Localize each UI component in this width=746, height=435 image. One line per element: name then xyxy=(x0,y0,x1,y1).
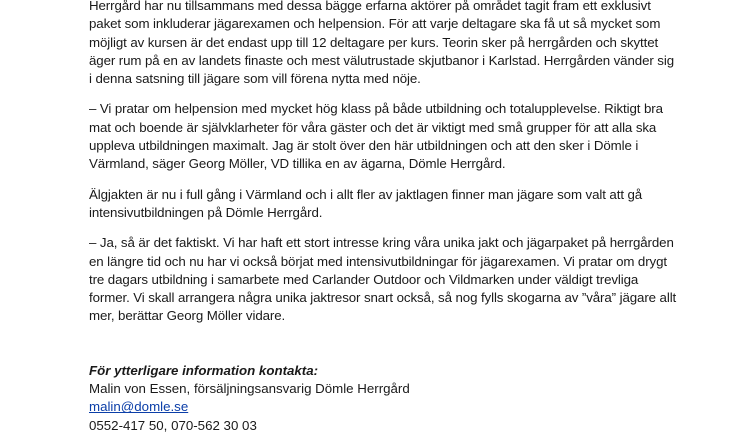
text-line: Värmland, säger Georg Möller, VD tillika en av ägarna, Dömle Herrgård. xyxy=(89,156,506,172)
text-line: Älgjakten är nu i full gång i Värmland och i allt fler av jaktlagen finner man jägare som valt att gå xyxy=(89,186,643,202)
contact-email-link[interactable]: malin@domle.se xyxy=(89,399,189,415)
contact-name: Malin von Essen, försäljningsansvarig Dömle Herrgård xyxy=(89,381,410,397)
contact-block xyxy=(89,362,669,435)
text-line: – Ja, så är det faktiskt. Vi har haft ett stort intresse kring våra unika jakt och jägarpaket på herrgården xyxy=(89,235,674,251)
text-line: tre dagars utbildning i samarbete med Carlander Outdoor och Vildmarken under väldigt trevliga xyxy=(89,271,639,287)
text-line: former. Vi skall arrangera några unika jaktresor snart också, så nog fylls skogarna av ”våra” jägare allt xyxy=(89,290,677,306)
paragraph-quote-helpension xyxy=(89,100,669,173)
text-line: möjligt av kursen är det endast upp till 12 deltagare per kurs. Teorin sker på herrgården och skyttet xyxy=(89,34,659,50)
paragraph-algjakten xyxy=(89,186,669,223)
text-line: äger rum på en av landets finaste och mest välutrustade skjutbanor i Karlstad. Herrgården vänder sig xyxy=(89,52,674,68)
text-line: en längre tid och nu har vi också börjat med intensivutbildningar för jägarexamen. Vi pratar om drygt xyxy=(89,253,667,269)
text-line: – Vi pratar om helpension med mycket hög klass på både utbildning och totalupplevelse. Riktigt bra xyxy=(89,101,663,117)
text-line: paket som inkluderar jägarexamen och helpension. För att varje deltagare ska få ut så mycket som xyxy=(89,16,661,32)
text-line: intensivutbildningen på Dömle Herrgård. xyxy=(89,204,323,220)
text-line: uppleva utbildningen maximalt. Jag är stolt över den här utbildningen och att den sker i Dömle i xyxy=(89,138,639,154)
document-page xyxy=(89,0,677,435)
contact-heading: För ytterligare information kontakta: xyxy=(89,362,319,378)
text-line: i denna satsning till jägare som vill förena nytta med nöje. xyxy=(89,71,421,87)
text-line: mat och boende är självklarheter för våra gäster och det är viktigt med små grupper för att alla ska xyxy=(89,119,657,135)
paragraph-program-intro xyxy=(89,0,674,88)
contact-phone: 0552-417 50, 070-562 30 03 xyxy=(89,417,257,433)
text-line: mer, berättar Georg Möller vidare. xyxy=(89,308,286,324)
text-line: Herrgård har nu tillsammans med dessa bägge erfarna aktörer på området tagit fram ett exklusivt xyxy=(89,0,651,13)
paragraph-quote-intresse xyxy=(89,234,677,325)
